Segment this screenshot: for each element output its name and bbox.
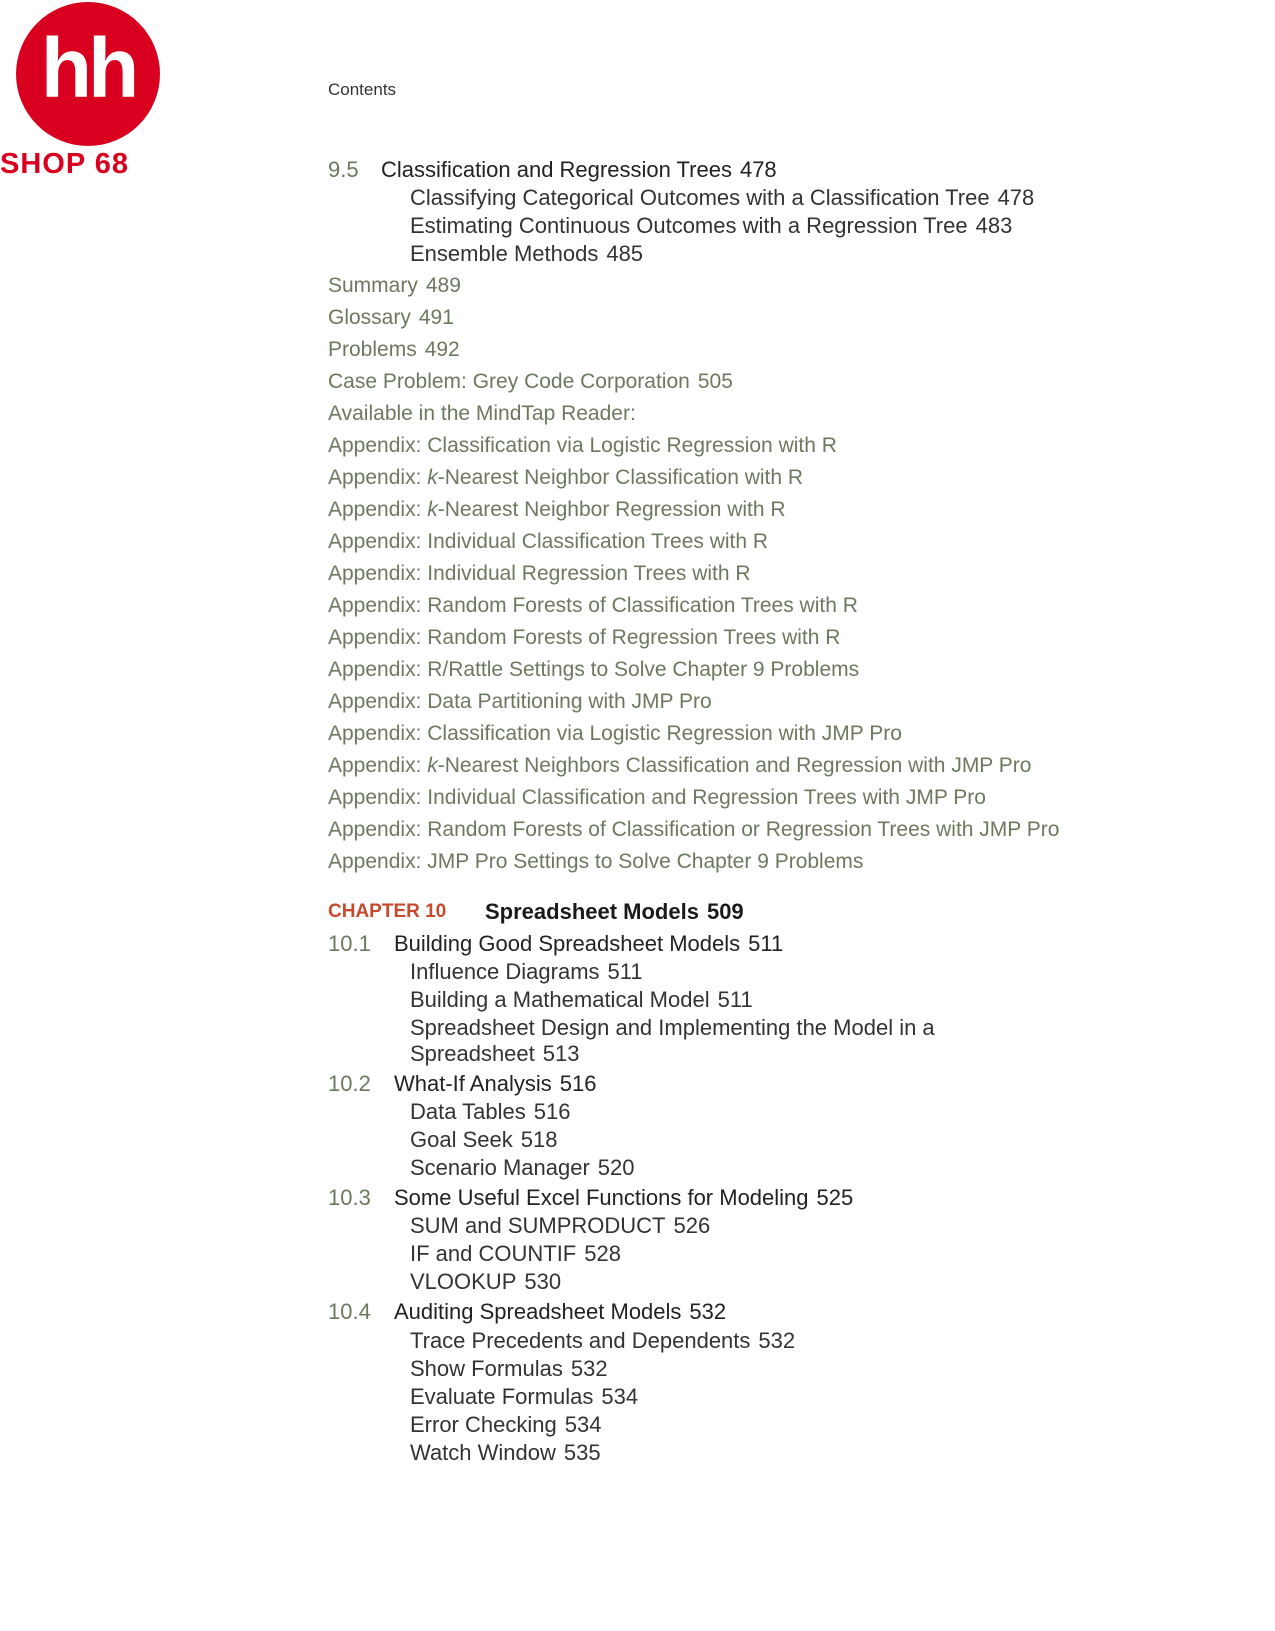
appendix-title: -Nearest Neighbor Classification with R [437,466,804,489]
entry-title: Problems [328,338,417,361]
section-title: What-If Analysis [394,1071,552,1096]
page-number: 511 [607,959,643,984]
entry-title: Summary [328,274,418,297]
page-number: 492 [424,338,460,361]
toc-appendix[interactable] [328,722,902,746]
subsection-title: Building a Mathematical Model [410,987,710,1012]
subsection-title: Spreadsheet Design and Implementing the Model in a [410,1015,935,1040]
subsection-title: Spreadsheet [410,1041,535,1066]
italic-k: k [427,754,438,777]
appendix-prefix: Appendix: [328,434,428,457]
appendix-title: Data Partitioning with JMP Pro [427,690,712,713]
page-number: 489 [425,274,461,297]
toc-summary[interactable] [328,274,461,298]
appendix-title: Random Forests of Regression Trees with R [427,626,841,649]
toc-problems[interactable] [328,338,460,362]
page-number: 516 [533,1099,571,1124]
page-number: 491 [418,306,454,329]
toc-case-problem[interactable] [328,370,733,394]
section-number: 10.1 [328,931,371,956]
page-number: 535 [563,1440,601,1465]
toc-appendix[interactable] [328,530,768,554]
toc-subsection[interactable] [410,1099,571,1125]
subsection-title: Trace Precedents and Dependents [410,1328,751,1353]
appendix-prefix: Appendix: [328,530,428,553]
section-title: Some Useful Excel Functions for Modeling [394,1185,809,1210]
page-number: 534 [601,1384,639,1409]
toc-subsection[interactable] [410,987,753,1013]
appendix-prefix: Appendix: [328,690,428,713]
section-number: 9.5 [328,157,359,182]
italic-k: k [427,498,438,521]
toc-subsection[interactable] [410,1412,601,1438]
toc-section-10-2[interactable] [328,1071,596,1097]
toc-subsection[interactable] [410,185,1034,211]
section-number: 10.2 [328,1071,371,1096]
toc-subsection[interactable] [410,1155,635,1181]
toc-appendix[interactable] [328,434,837,458]
entry-title: Available in the MindTap Reader: [328,402,636,425]
running-head: Contents [328,80,397,99]
page-number: 513 [542,1041,580,1066]
page-number: 526 [673,1213,711,1238]
subsection-title: Watch Window [410,1440,556,1465]
page-number: 511 [717,987,753,1012]
subsection-title: SUM and SUMPRODUCT [410,1213,666,1238]
toc-appendix[interactable] [328,466,803,490]
toc-subsection[interactable] [410,1127,557,1153]
appendix-title: -Nearest Neighbors Classification and Regression with JMP Pro [437,754,1032,777]
toc-subsection[interactable] [410,1269,561,1295]
page-number: 530 [524,1269,562,1294]
toc-subsection[interactable] [410,1213,710,1239]
subsection-title: IF and COUNTIF [410,1241,577,1266]
toc-subsection[interactable] [410,1384,638,1410]
page-number: 483 [975,213,1013,238]
subsection-title: Data Tables [410,1099,526,1124]
chapter-label: CHAPTER 10 [328,901,447,922]
appendix-prefix: Appendix: [328,626,428,649]
toc-appendix[interactable] [328,594,858,618]
italic-k: k [427,466,438,489]
appendix-prefix: Appendix: [328,466,428,489]
page-number: 532 [689,1299,727,1324]
appendix-prefix: Appendix: [328,722,428,745]
appendix-title: Random Forests of Classification or Regression Trees with JMP Pro [427,818,1060,841]
toc-subsection-continued[interactable] [410,1041,579,1067]
subsection-title: Estimating Continuous Outcomes with a Regression Tree [410,213,968,238]
page-number: 505 [697,370,733,393]
toc-subsection[interactable] [410,1440,601,1466]
subsection-title: Show Formulas [410,1356,563,1381]
page-number: 532 [758,1328,796,1353]
toc-subsection[interactable] [410,1356,608,1382]
page-number: 532 [570,1356,608,1381]
toc-subsection[interactable] [410,241,643,267]
shop-logo [0,0,170,185]
toc-appendix[interactable] [328,690,712,714]
appendix-title: -Nearest Neighbor Regression with R [437,498,786,521]
chapter-title: Spreadsheet Models 509 [485,899,744,924]
toc-appendix[interactable] [328,850,863,874]
toc-appendix[interactable] [328,658,859,682]
subsection-title: Classifying Categorical Outcomes with a Classification Tree [410,185,990,210]
page-number: 516 [559,1071,597,1096]
logo-mark: hh [40,21,136,115]
toc-subsection[interactable] [410,1241,621,1267]
toc-subsection[interactable] [410,959,643,985]
page-number: 478 [739,157,777,182]
page-number: 511 [748,931,784,956]
logo-text: SHOP 68 [0,148,129,180]
toc-appendix[interactable] [328,786,986,810]
section-title: Building Good Spreadsheet Models [394,931,741,956]
subsection-title: Scenario Manager [410,1155,590,1180]
subsection-title: Error Checking [410,1412,557,1437]
appendix-title: Individual Regression Trees with R [427,562,751,585]
page-number: 485 [606,241,644,266]
toc-appendix[interactable] [328,562,751,586]
appendix-prefix: Appendix: [328,786,428,809]
toc-mindtap-heading [328,402,636,426]
appendix-title: JMP Pro Settings to Solve Chapter 9 Problems [427,850,864,873]
appendix-prefix: Appendix: [328,594,428,617]
toc-appendix[interactable] [328,626,840,650]
section-number: 10.4 [328,1299,371,1324]
subsection-title: Influence Diagrams [410,959,600,984]
appendix-prefix: Appendix: [328,850,428,873]
page-number: 518 [520,1127,558,1152]
page-number: 528 [584,1241,621,1266]
toc-appendix[interactable] [328,498,786,522]
toc-section-10-1[interactable] [328,931,783,957]
subsection-title: VLOOKUP [410,1269,517,1294]
appendix-title: R/Rattle Settings to Solve Chapter 9 Problems [427,658,860,681]
entry-title: Glossary [328,306,411,329]
appendix-title: Individual Classification Trees with R [427,530,769,553]
toc-subsection[interactable] [410,1015,935,1041]
toc-appendix[interactable] [328,754,1031,778]
page-number: 525 [816,1185,854,1210]
page-number: 509 [706,899,744,924]
toc-section-9-5[interactable] [328,157,777,183]
appendix-prefix: Appendix: [328,658,428,681]
subsection-title: Evaluate Formulas [410,1384,594,1409]
toc-section-10-3[interactable] [328,1185,853,1211]
toc-appendix[interactable] [328,818,1059,842]
page-number: 520 [597,1155,635,1180]
page-number: 478 [997,185,1035,210]
appendix-prefix: Appendix: [328,562,428,585]
toc-glossary[interactable] [328,306,454,330]
appendix-title: Classification via Logistic Regression with R [427,434,837,457]
appendix-title: Individual Classification and Regression Trees with JMP Pro [427,786,986,809]
appendix-prefix: Appendix: [328,754,428,777]
toc-section-10-4[interactable] [328,1299,726,1325]
appendix-prefix: Appendix: [328,498,428,521]
toc-subsection[interactable] [410,213,1012,239]
toc-chapter-10[interactable] [328,899,744,924]
page-number: 534 [564,1412,602,1437]
subsection-title: Ensemble Methods [410,241,599,266]
appendix-title: Classification via Logistic Regression with JMP Pro [427,722,902,745]
appendix-prefix: Appendix: [328,818,428,841]
section-title: Classification and Regression Trees [381,157,732,182]
entry-title: Case Problem: Grey Code Corporation [328,370,690,393]
subsection-title: Goal Seek [410,1127,513,1152]
section-title: Auditing Spreadsheet Models [394,1299,682,1324]
appendix-title: Random Forests of Classification Trees with R [427,594,858,617]
section-number: 10.3 [328,1185,371,1210]
toc-subsection[interactable] [410,1328,795,1354]
